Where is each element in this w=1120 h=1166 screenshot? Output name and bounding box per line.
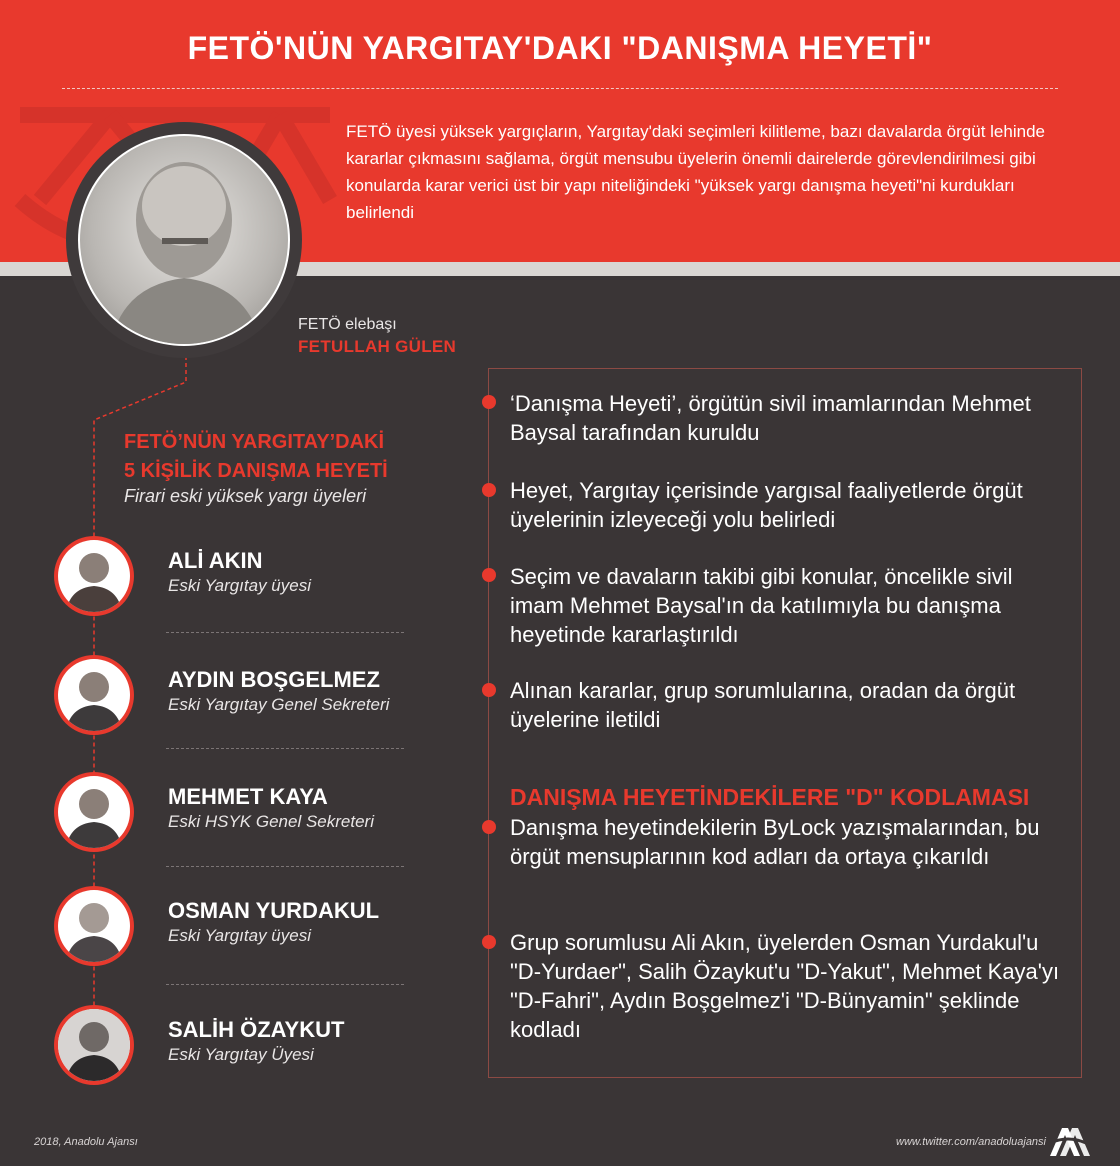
intro-text: FETÖ üyesi yüksek yargıçların, Yargıtay'daki seçimleri kilitleme, bazı davalarda örgüt lehinde kararlar çıkmasını sağlama, örgüt mensubu üyelerin önemli dairelerde görevlendirilmesi gibi konularda karar verici üst bir yapı niteliğindeki "yüksek yargı danışma heyeti"ni kurdukları belirlendi: [346, 122, 1045, 222]
person-icon: [58, 890, 130, 962]
member-divider: [166, 866, 404, 867]
leader-name: FETULLAH GÜLEN: [298, 337, 457, 356]
bullet-dot-icon: [482, 483, 496, 497]
leader-portrait: [66, 122, 302, 358]
member-photo-frame: [54, 655, 134, 735]
avatar: [58, 890, 130, 962]
member-name: AYDIN BOŞGELMEZ: [168, 667, 380, 692]
bullet-dot-icon: [482, 683, 496, 697]
member-role: Eski Yargıtay üyesi: [168, 576, 311, 595]
avatar: [58, 776, 130, 848]
member-photo-frame: [54, 886, 134, 966]
bullet-item: Heyet, Yargıtay içerisinde yargısal faaliyetlerde örgüt üyelerinin izleyeceği yolu belirledi: [510, 478, 1023, 532]
coding-section-title: DANIŞMA HEYETİNDEKİLERE "D" KODLAMASI: [510, 784, 1030, 810]
member-name: MEHMET KAYA: [168, 784, 328, 809]
bullet-dot-icon: [482, 568, 496, 582]
person-silhouette-icon: [80, 136, 290, 346]
avatar: [58, 659, 130, 731]
member-role: Eski Yargıtay Genel Sekreteri: [168, 695, 390, 714]
member-name: OSMAN YURDAKUL: [168, 898, 380, 923]
member-photo-frame: [54, 772, 134, 852]
bullet-item: Grup sorumlusu Ali Akın, üyelerden Osman Yurdakul'u "D-Yurdaer", Salih Özaykut'u "D-Yakut", Mehmet Kaya'yı "D-Fahri", Aydın Boşgelmez'i "D-Bünyamin" şeklinde kodladı: [510, 930, 1060, 1042]
member-role: Eski HSYK Genel Sekreteri: [168, 812, 374, 831]
members-title-line1: FETÖ’NÜN YARGITAY’DAKİ: [124, 431, 385, 453]
member-photo-frame: [54, 1005, 134, 1085]
member-card: [54, 1005, 414, 1087]
page-title: FETÖ'NÜN YARGITAY'DAKI "DANIŞMA HEYETİ": [187, 30, 933, 66]
bullet-dot-icon: [482, 395, 496, 409]
member-card: [54, 655, 414, 737]
leader-photo: [78, 134, 290, 346]
bullet-item: Alınan kararlar, grup sorumlularına, oradan da örgüt üyelerine iletildi: [510, 678, 1016, 732]
member-divider: [166, 632, 404, 633]
members-title-line2: 5 KİŞİLİK DANIŞMA HEYETİ: [124, 460, 388, 482]
avatar: [58, 540, 130, 612]
member-role: Eski Yargıtay üyesi: [168, 926, 311, 945]
member-name: SALİH ÖZAYKUT: [168, 1017, 345, 1042]
bullet-item: Danışma heyetindekilerin ByLock yazışmalarından, bu örgüt mensuplarının kod adları da ortaya çıkarıldı: [510, 815, 1040, 869]
member-photo-frame: [54, 536, 134, 616]
bullet-dot-icon: [482, 820, 496, 834]
bullet-item: ‘Danışma Heyeti’, örgütün sivil imamlarından Mehmet Baysal tarafından kuruldu: [510, 391, 1031, 445]
avatar: [58, 1009, 130, 1081]
members-section-subtitle: Firari eski yüksek yargı üyeleri: [124, 486, 367, 506]
footer-credit: 2018, Anadolu Ajansı: [34, 1136, 138, 1148]
person-icon: [58, 1009, 130, 1081]
leader-role: FETÖ elebaşı: [298, 316, 397, 333]
member-card: [54, 772, 414, 854]
members-section-title: [124, 428, 388, 486]
bullet-item: Seçim ve davaların takibi gibi konular, öncelikle sivil imam Mehmet Baysal'ın da katılımıyla bu danışma heyetinde kararlaştırıldı: [510, 564, 1013, 647]
member-card: [54, 886, 414, 968]
member-divider: [166, 984, 404, 985]
member-name: ALİ AKIN: [168, 548, 263, 573]
member-divider: [166, 748, 404, 749]
bullet-dot-icon: [482, 935, 496, 949]
member-card: [54, 536, 414, 618]
person-icon: [58, 776, 130, 848]
anadolu-agency-logo-icon: [1046, 1124, 1090, 1158]
member-role: Eski Yargıtay Üyesi: [168, 1045, 314, 1064]
person-icon: [58, 540, 130, 612]
footer-twitter-link[interactable]: www.twitter.com/anadoluajansi: [896, 1136, 1046, 1148]
person-icon: [58, 659, 130, 731]
